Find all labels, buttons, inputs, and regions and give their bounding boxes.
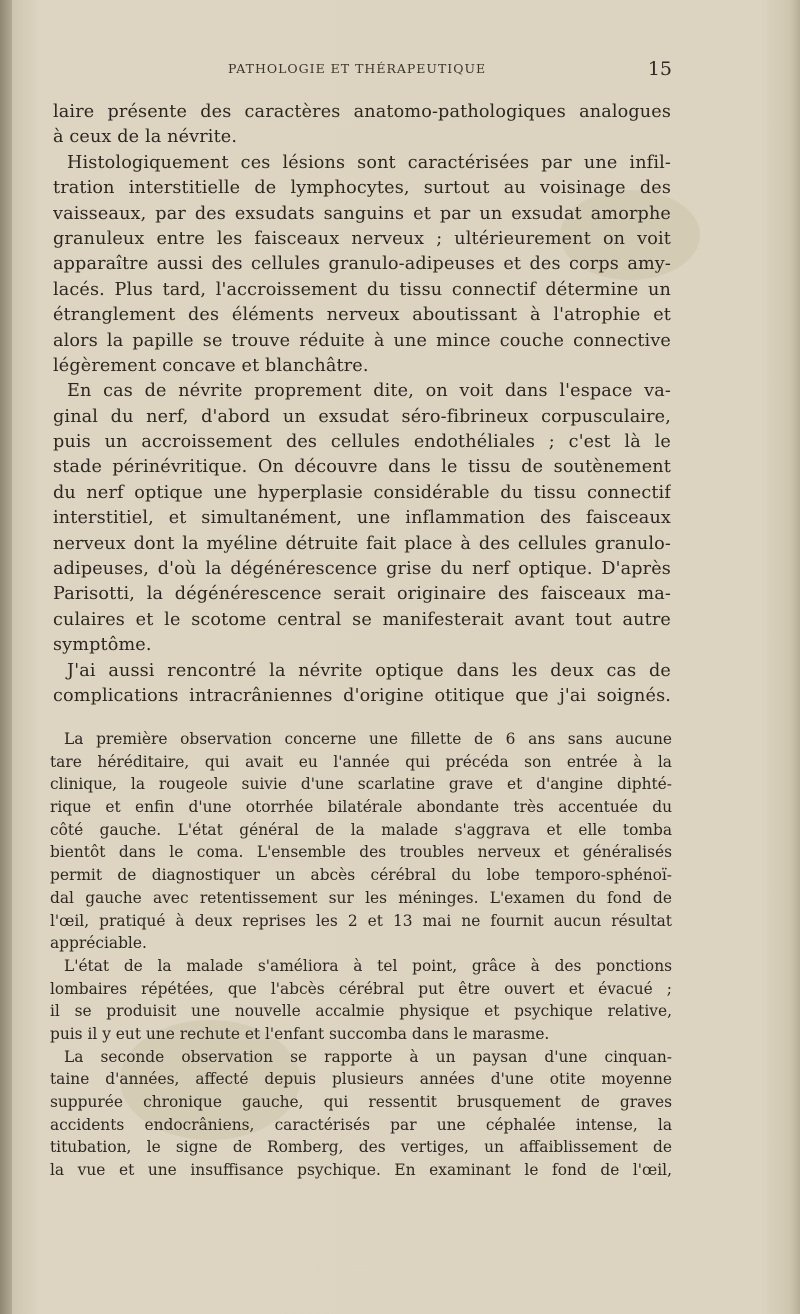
text-line: La seconde observation se rapporte à un paysan d'une cinquan- [64,1047,672,1066]
text-line: légèrement concave et blanchâtre. [53,355,369,376]
text-line: La première observation concerne une fillette de 6 ans sans aucune [64,730,672,748]
text-line: étranglement des éléments nerveux aboutissant à l'atrophie et [53,305,671,326]
text-line: appréciable. [50,934,147,953]
text-line: rique et enfin d'une otorrhée bilatérale abondante très accentuée du [50,798,672,817]
text-line: symptôme. [53,635,152,656]
text-line: l'œil, pratiqué à deux reprises les 2 et 13 mai ne fournit aucun résultat [50,911,672,930]
text-line: accidents endocrâniens, caractérisés par une céphalée intense, la [50,1115,672,1134]
text-line: bientôt dans le coma. L'ensemble des troubles nerveux et généralisés [50,843,672,862]
page-number: 15 [647,58,672,80]
text-line: puis un accroissement des cellules endothéliales ; c'est là le [53,432,671,453]
text-line: L'état de la malade s'améliora à tel point, grâce à des ponctions [64,956,672,975]
text-line: nerveux dont la myéline détruite fait place à des cellules granulo- [53,533,671,554]
text-line: titubation, le signe de Romberg, des vertiges, un affaiblissement de [50,1138,672,1157]
text-line: complications intracrâniennes d'origine otitique que j'ai soignés. [53,685,671,706]
text-line: alors la papille se trouve réduite à une mince couche connective [53,330,671,351]
text-line: vaisseaux, par des exsudats sanguins et par un exsudat amorphe [53,203,671,224]
binding-edge [0,0,12,1314]
text-line: Histologiquement ces lésions sont caractérisées par une infil- [67,152,671,173]
text-line: stade périnévritique. On découvre dans le tissu de soutènement [53,457,671,478]
text-line: suppurée chronique gauche, qui ressentit brusquement de graves [50,1093,672,1111]
text-line: apparaître aussi des cellules granulo-adipeuses et des corps amy- [53,254,671,275]
text-line: interstitiel, et simultanément, une inflammation des faisceaux [53,508,671,529]
text-line: J'ai aussi rencontré la névrite optique dans les deux cas de [67,660,671,681]
text-line: il se produisit une nouvelle accalmie physique et psychique relative, [50,1002,672,1021]
text-line: tare héréditaire, qui avait eu l'année qui précéda son entrée à la [50,752,672,771]
text-line: à ceux de la névrite. [53,127,238,148]
text-line: En cas de névrite proprement dite, on voit dans l'espace va- [67,381,671,402]
text-line: dal gauche avec retentissement sur les méninges. L'examen du fond de [50,888,672,907]
running-head [50,58,672,82]
text-line: granuleux entre les faisceaux nerveux ; ultérieurement on voit [53,228,671,249]
text-line: lacés. Plus tard, l'accroissement du tissu connectif détermine un [53,279,671,300]
text-line: du nerf optique une hyperplasie considérable du tissu connectif [53,482,671,503]
running-title: PATHOLOGIE ET THÉRAPEUTIQUE [228,61,487,76]
text-line: ginal du nerf, d'abord un exsudat séro-fibrineux corpusculaire, [53,406,671,427]
text-line: adipeuses, d'où la dégénérescence grise du nerf optique. D'après [53,559,671,580]
text-line: puis il y eut une rechute et l'enfant succomba dans le marasme. [50,1024,550,1043]
text-line: culaires et le scotome central se manifesterait avant tout autre [53,609,671,630]
text-line: la vue et une insuffisance psychique. En examinant le fond de l'œil, [50,1161,672,1180]
text-line: tration interstitielle de lymphocytes, surtout au voisinage des [53,178,671,199]
case-observations [50,728,672,1182]
text-line: côté gauche. L'état général de la malade s'aggrava et elle tomba [50,820,672,839]
text-line: lombaires répétées, que l'abcès cérébral put être ouvert et évacué ; [50,979,672,998]
text-line: clinique, la rougeole suivie d'une scarlatine grave et d'angine diphté- [50,775,672,794]
text-line: taine d'années, affecté depuis plusieurs années d'une otite moyenne [50,1070,672,1089]
text-line: laire présente des caractères anatomo-pathologiques analogues [53,102,671,122]
text-line: Parisotti, la dégénérescence serait originaire des faisceaux ma- [53,584,671,605]
text-line: permit de diagnostiquer un abcès cérébral du lobe temporo-sphénoï- [50,866,672,885]
main-text [53,100,671,709]
